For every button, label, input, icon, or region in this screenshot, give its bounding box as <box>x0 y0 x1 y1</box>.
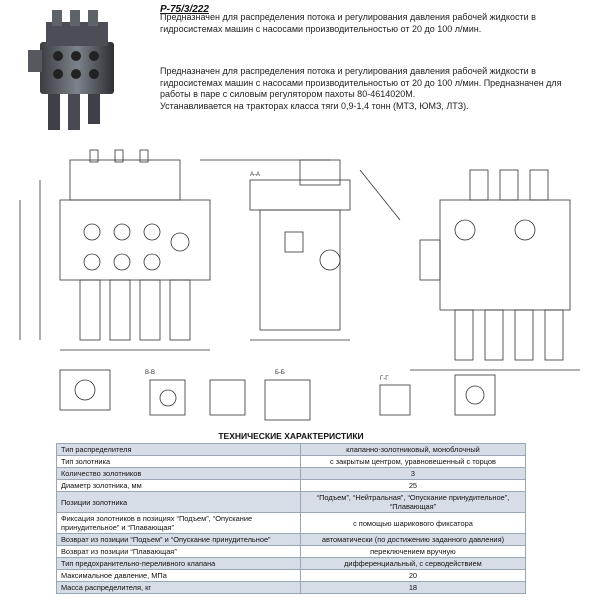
section-label-gg: Г-Г <box>380 376 389 382</box>
spec-key: Масса распределителя, кг <box>57 582 301 594</box>
side-view-drawing <box>200 160 400 340</box>
specs-heading: ТЕХНИЧЕСКИЕ ХАРАКТЕРИСТИКИ <box>218 431 364 441</box>
section-views <box>60 370 495 420</box>
specs-table <box>56 443 526 594</box>
description-long <box>160 66 580 112</box>
description-short: Предназначен для распределения потока и регулирования давления рабочей жидкости в гидросистемах машин с насосами производительностью от 20 до 100 л/мин. <box>160 12 536 34</box>
top-view-drawing <box>410 170 580 370</box>
product-photo <box>18 4 136 134</box>
section-label-bb: Б-Б <box>275 370 285 376</box>
spec-value: с закрытым центром, уравновешенный с торцов <box>300 456 525 468</box>
spec-key: Количество золотников <box>57 468 301 480</box>
spec-row <box>57 534 526 546</box>
spec-row <box>57 444 526 456</box>
spec-value: автоматически (по достижению заданного давления) <box>300 534 525 546</box>
spec-row <box>57 570 526 582</box>
spec-row <box>57 456 526 468</box>
spec-key: Максимальное давление, МПа <box>57 570 301 582</box>
spec-key: Диаметр золотника, мм <box>57 480 301 492</box>
spec-value: 18 <box>300 582 525 594</box>
spec-row <box>57 558 526 570</box>
spec-value: дифференциальный, с серводействием <box>300 558 525 570</box>
spec-value: 25 <box>300 480 525 492</box>
section-label-aa: А-А <box>250 172 261 178</box>
spec-key: Фиксация золотников в позициях “Подъем”, “Опускание принудительное” и “Плавающая” <box>57 513 301 534</box>
spec-value: “Подъем”, “Нейтральная”, “Опускание принудительное”, “Плавающая” <box>300 492 525 513</box>
spec-key: Тип золотника <box>57 456 301 468</box>
spec-row <box>57 513 526 534</box>
technical-drawings <box>0 140 596 428</box>
spec-key: Тип распределителя <box>57 444 301 456</box>
spec-row <box>57 582 526 594</box>
spec-value: 3 <box>300 468 525 480</box>
spec-key: Позиции золотника <box>57 492 301 513</box>
spec-value: переключением вручную <box>300 546 525 558</box>
spec-key: Тип предохранительно-переливного клапана <box>57 558 301 570</box>
spec-row <box>57 480 526 492</box>
spec-value: клапанно-золотниковый, моноблочный <box>300 444 525 456</box>
description-long-text-2: Устанавливается на тракторах класса тяги 0,9-1,4 тонн (МТЗ, ЮМЗ, ЛТЗ). <box>160 100 469 111</box>
spec-row <box>57 492 526 513</box>
section-label-vv: В-В <box>145 370 156 376</box>
spec-value: 20 <box>300 570 525 582</box>
product-title: Р-75/3/222 <box>160 4 209 15</box>
spec-key: Возврат из позиции “Подъем” и “Опускание принудительное” <box>57 534 301 546</box>
front-view-drawing <box>20 150 210 350</box>
spec-key: Возврат из позиции “Плавающая” <box>57 546 301 558</box>
spec-row <box>57 468 526 480</box>
spec-value: с помощью шарикового фиксатора <box>300 513 525 534</box>
description-long-text-1: Предназначен для распределения потока и регулирования давления рабочей жидкости в гидросистемах машин с насосами производительностью от 20 до 100 л/мин. Предназначен для работы в паре с силовым регулятором пахоты 80-4614020М. <box>160 66 562 99</box>
spec-row <box>57 546 526 558</box>
